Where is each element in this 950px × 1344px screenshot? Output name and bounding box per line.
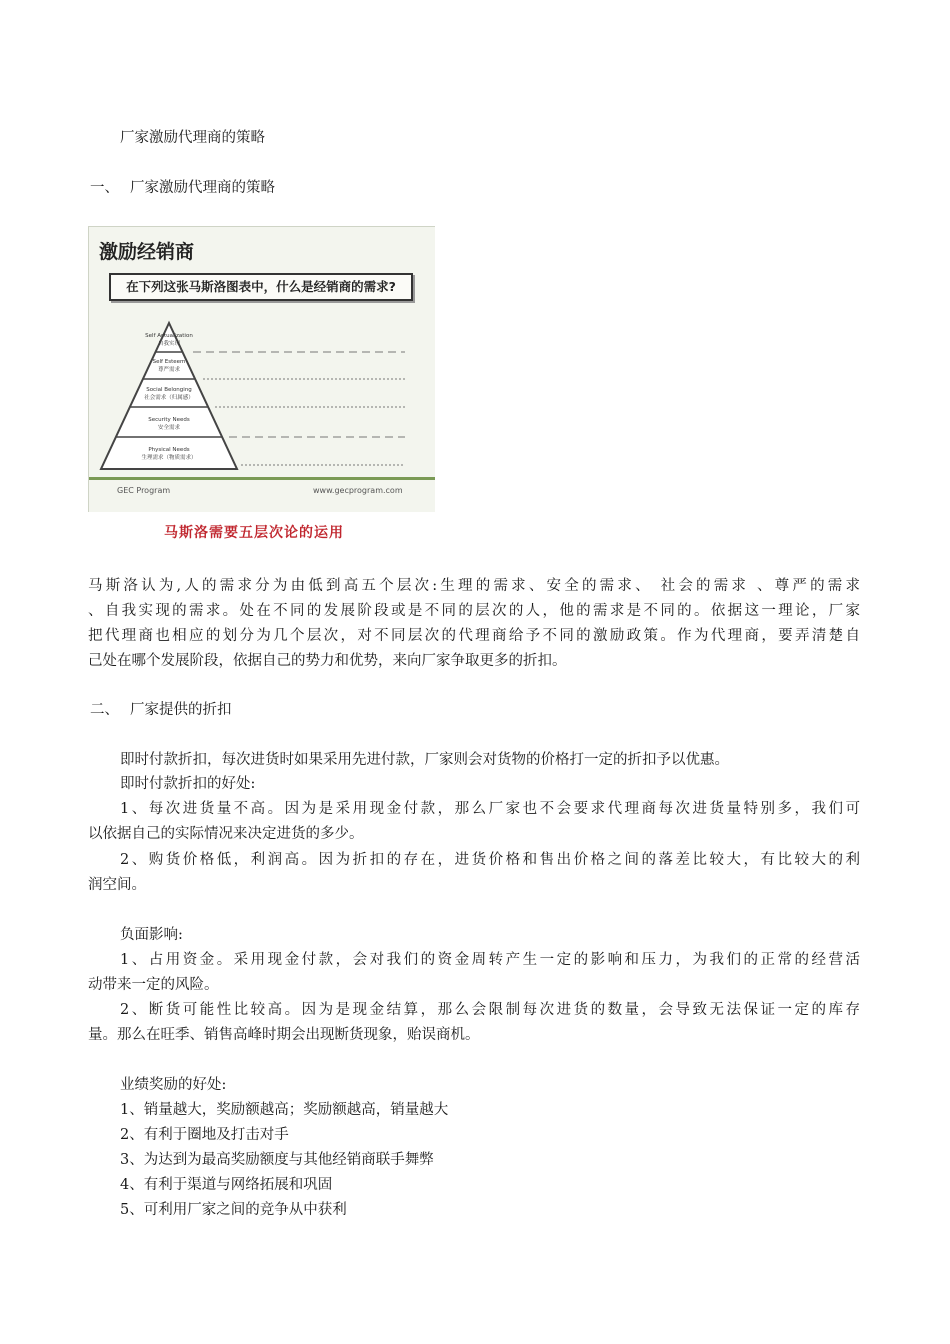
section-heading-2: 厂家提供的折扣 xyxy=(130,702,232,718)
level-5-cn: 生理需求（物质需求） xyxy=(141,455,197,461)
level-5-en: Physical Needs xyxy=(148,447,190,453)
figure-footer-right: www.gecprogram.com xyxy=(313,486,403,495)
paragraph-line: 己处在哪个发展阶段，依据自己的势力和优势，来向厂家争取更多的折扣。 xyxy=(88,653,567,669)
maslow-pyramid xyxy=(89,227,435,477)
level-2-en: Self Esteem xyxy=(152,359,186,365)
level-3-en: Social Belonging xyxy=(146,387,192,393)
benefit-2-line: 润空间。 xyxy=(88,877,146,893)
paragraph-line: 把代理商也相应的划分为几个层次，对不同层次的代理商给予不同的激励政策。作为代理商，要弄清楚自 xyxy=(88,628,860,644)
discount-intro: 即时付款折扣，每次进货时如果采用先进付款，厂家则会对货物的价格打一定的折扣予以优惠。 xyxy=(120,752,729,768)
negative-2-line: 量。那么在旺季、销售高峰时期会出现断货现象，贻误商机。 xyxy=(88,1027,480,1043)
level-3-cn: 社会需求（归属感） xyxy=(144,395,194,401)
list-item: 3、为达到为最高奖励额度与其他经销商联手舞弊 xyxy=(120,1152,434,1168)
figure-question: 在下列这张马斯洛图表中，什么是经销商的需求? xyxy=(109,273,413,301)
section-number-2: 二、 xyxy=(90,702,119,718)
figure-accent-bar xyxy=(89,477,435,480)
benefit-2-line: 2、购货价格低，利润高。因为折扣的存在，进货价格和售出价格之间的落差比较大，有比较大的利 xyxy=(120,852,860,868)
level-1-en: Self Actualization xyxy=(145,333,193,339)
list-item: 1、销量越大，奖励额越高；奖励额越高，销量越大 xyxy=(120,1102,449,1118)
negative-label: 负面影响: xyxy=(120,927,183,943)
paragraph-line: 马斯洛认为,人的需求分为由低到高五个层次:生理的需求、安全的需求、 社会的需求 、尊严的需求 xyxy=(88,578,860,594)
negative-1-line: 动带来一定的风险。 xyxy=(88,977,219,993)
level-1-cn: 自我实现 xyxy=(157,341,181,347)
document-title: 厂家激励代理商的策略 xyxy=(120,130,265,146)
level-2-cn: 尊严需求 xyxy=(157,367,181,373)
section-number-1: 一、 xyxy=(90,180,119,196)
level-4-cn: 安全需求 xyxy=(157,425,181,431)
paragraph-line: 、自我实现的需求。处在不同的发展阶段或是不同的层次的人，他的需求是不同的。依据这一理论，厂家 xyxy=(88,603,860,619)
list-item: 5、可利用厂家之间的竞争从中获利 xyxy=(120,1202,347,1218)
benefit-1-line: 以依据自己的实际情况来决定进货的多少。 xyxy=(88,826,364,842)
figure-title: 激励经销商 xyxy=(99,241,195,263)
list-item: 2、有利于圈地及打击对手 xyxy=(120,1127,289,1143)
benefit-1-line: 1、每次进货量不高。因为是采用现金付款，那么厂家也不会要求代理商每次进货量特别多，我们可 xyxy=(120,801,860,817)
level-4-en: Security Needs xyxy=(148,417,190,423)
negative-2-line: 2、断货可能性比较高。因为是现金结算，那么会限制每次进货的数量，会导致无法保证一定的库存 xyxy=(120,1002,860,1018)
negative-1-line: 1、占用资金。采用现金付款，会对我们的资金周转产生一定的影响和压力，为我们的正常的经营活 xyxy=(120,952,860,968)
performance-label: 业绩奖励的好处: xyxy=(120,1077,227,1093)
figure-footer-left: GEC Program xyxy=(117,486,171,495)
benefits-label: 即时付款折扣的好处: xyxy=(120,776,256,792)
figure-caption: 马斯洛需要五层次论的运用 xyxy=(164,525,344,541)
maslow-figure xyxy=(88,226,435,512)
list-item: 4、有利于渠道与网络拓展和巩固 xyxy=(120,1177,333,1193)
section-heading-1: 厂家激励代理商的策略 xyxy=(130,180,275,196)
